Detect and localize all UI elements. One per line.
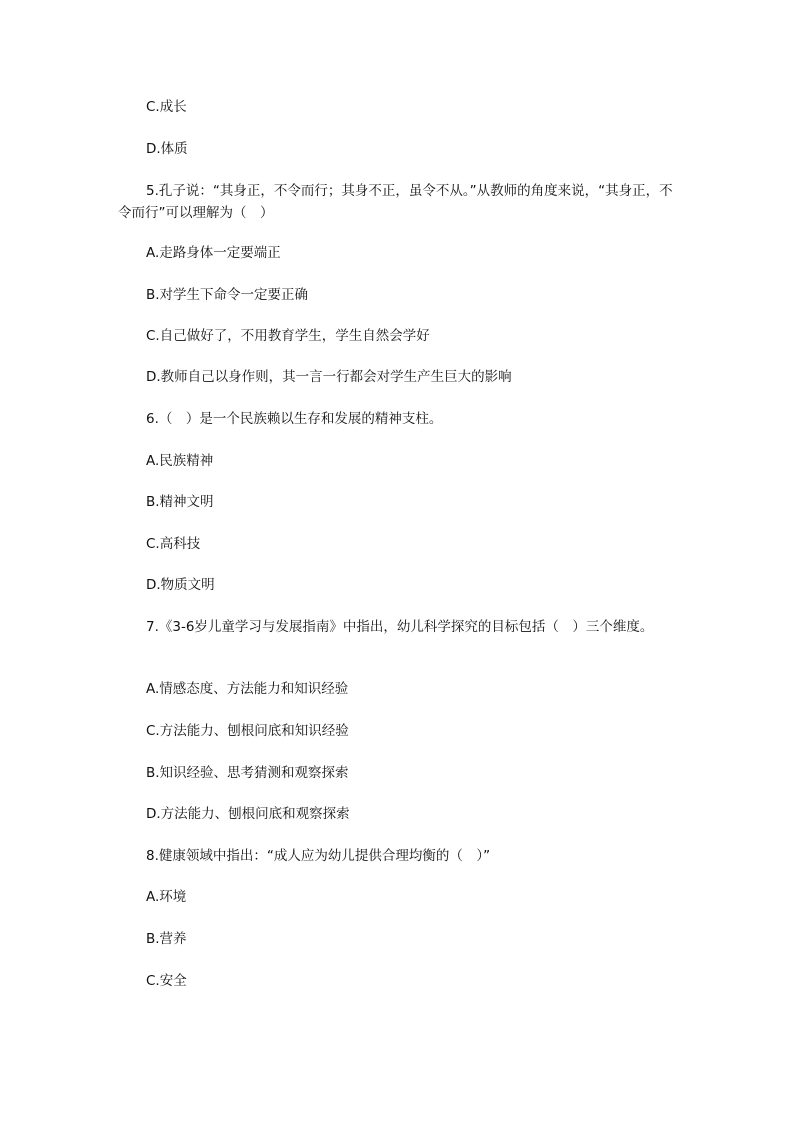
question-5-option-c: C.自己做好了，不用教育学生，学生自然会学好 — [146, 328, 430, 344]
question-5-option-a: A.走路身体一定要端正 — [146, 245, 281, 261]
question-5-option-d: D.教师自己以身作则，其一言一行都会对学生产生巨大的影响 — [146, 369, 512, 385]
question-5-option-b: B.对学生下命令一定要正确 — [146, 287, 309, 303]
question-7-stem: 7.《3-6岁儿童学习与发展指南》中指出，幼儿科学探究的目标包括（ ）三个维度。 — [146, 619, 654, 635]
question-8-option-b: B.营养 — [146, 931, 187, 947]
question-7-option-c: C.方法能力、刨根问底和知识经验 — [146, 723, 349, 739]
option-d-physique: D.体质 — [146, 141, 188, 157]
question-6-option-d: D.物质文明 — [146, 577, 215, 593]
question-6-option-b: B.精神文明 — [146, 494, 214, 510]
question-8-stem: 8.健康领域中指出：“成人应为幼儿提供合理均衡的（ ）” — [146, 848, 491, 864]
question-6-stem: 6.（ ）是一个民族赖以生存和发展的精神支柱。 — [146, 411, 443, 427]
question-7-option-b: B.知识经验、思考猜测和观察探索 — [146, 765, 349, 781]
option-c-growth: C.成长 — [146, 99, 187, 115]
question-5-stem: 5.孔子说：“其身正，不令而行；其身不正，虽令不从。”从教师的角度来说，“其身正，不令而行”可以理解为（ ） — [118, 183, 673, 221]
question-8-option-a: A.环境 — [146, 889, 187, 905]
question-8-option-c: C.安全 — [146, 973, 187, 989]
question-6-option-c: C.高科技 — [146, 536, 201, 552]
question-6-option-a: A.民族精神 — [146, 453, 214, 469]
question-7-option-d: D.方法能力、刨根问底和观察探索 — [146, 806, 350, 822]
question-7-option-a: A.情感态度、方法能力和知识经验 — [146, 681, 349, 697]
